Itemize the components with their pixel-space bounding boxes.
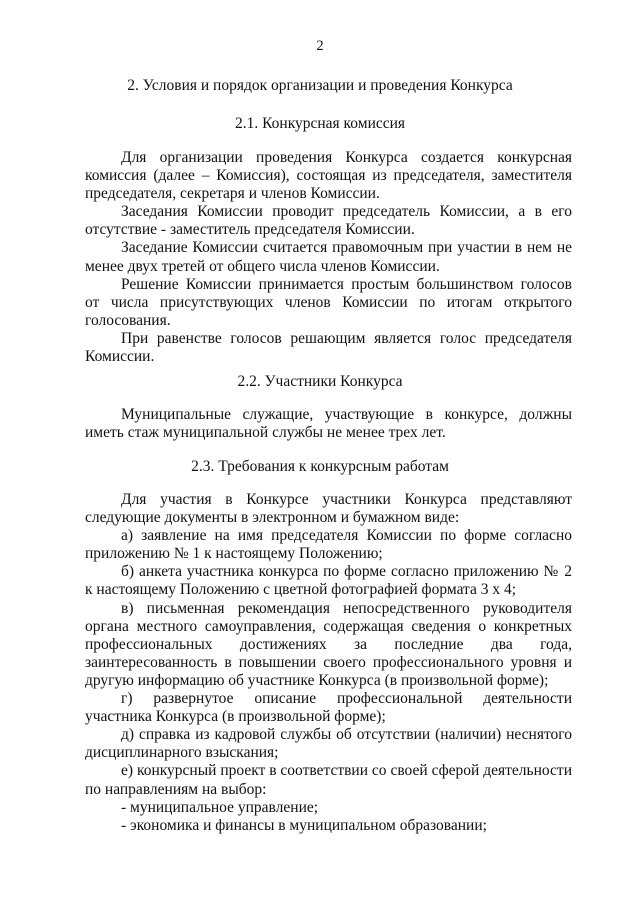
- list-item: - муниципальное управление;: [121, 798, 319, 816]
- paragraph: Для участия в Конкурсе участники Конкурса представляют следующие документы в электронном и бумажном виде:: [85, 491, 572, 527]
- page-number: 2: [316, 38, 324, 54]
- list-item: д) справка из кадровой службы об отсутствии (наличии) неснятого дисциплинарного взыскания;: [85, 726, 572, 762]
- section-2-1-body: [85, 149, 572, 366]
- paragraph: Для организации проведения Конкурса создается конкурсная комиссия (далее – Комиссия), состоящая из председателя, заместителя председателя, секретаря и членов Комиссии.: [85, 149, 572, 203]
- paragraph: Решение Комиссии принимается простым большинством голосов от числа присутствующих членов Комиссии по итогам открытого голосования.: [85, 275, 572, 329]
- paragraph: При равенстве голосов решающим является голос председателя Комиссии.: [85, 329, 572, 366]
- paragraph: Муниципальные служащие, участвующие в конкурсе, должны иметь стаж муниципальной службы не менее трех лет.: [85, 406, 572, 442]
- list-item: б) анкета участника конкурса по форме согласно приложению № 2 к настоящему Положению с цветной фотографией формата 3 х 4;: [85, 563, 572, 599]
- section-2-3-body: [85, 491, 572, 835]
- section-2-2-title: 2.2. Участники Конкурса: [237, 373, 403, 390]
- section-2-2-body: [85, 406, 572, 442]
- list-item: а) заявление на имя председателя Комиссии по форме согласно приложению № 1 к настоящему Положению;: [85, 527, 572, 563]
- list-item: г) развернутое описание профессиональной деятельности участника Конкурса (в произвольной форме);: [85, 690, 572, 726]
- section-2-1-title: 2.1. Конкурсная комиссия: [234, 115, 406, 132]
- paragraph: Заседание Комиссии считается правомочным при участии в нем не менее двух третей от общего числа членов Комиссии.: [85, 239, 572, 275]
- list-item: - экономика и финансы в муниципальном образовании;: [121, 816, 487, 834]
- section-2-title: 2. Условия и порядок организации и проведения Конкурса: [127, 77, 513, 94]
- section-2-3-title: 2.3. Требования к конкурсным работам: [191, 458, 449, 475]
- list-item: е) конкурсный проект в соответствии со своей сферой деятельности по направлениям на выбор:: [85, 762, 572, 798]
- paragraph: Заседания Комиссии проводит председатель Комиссии, а в его отсутствие - заместитель председателя Комиссии.: [85, 203, 572, 239]
- list-item: в) письменная рекомендация непосредственного руководителя органа местного самоуправления, содержащая сведения о конкретных профессиональных достижениях за последние два года, заинтересованность в повышении своего профессионального уровня и другую информацию об участнике Конкурса (в произвольной форме);: [85, 599, 572, 689]
